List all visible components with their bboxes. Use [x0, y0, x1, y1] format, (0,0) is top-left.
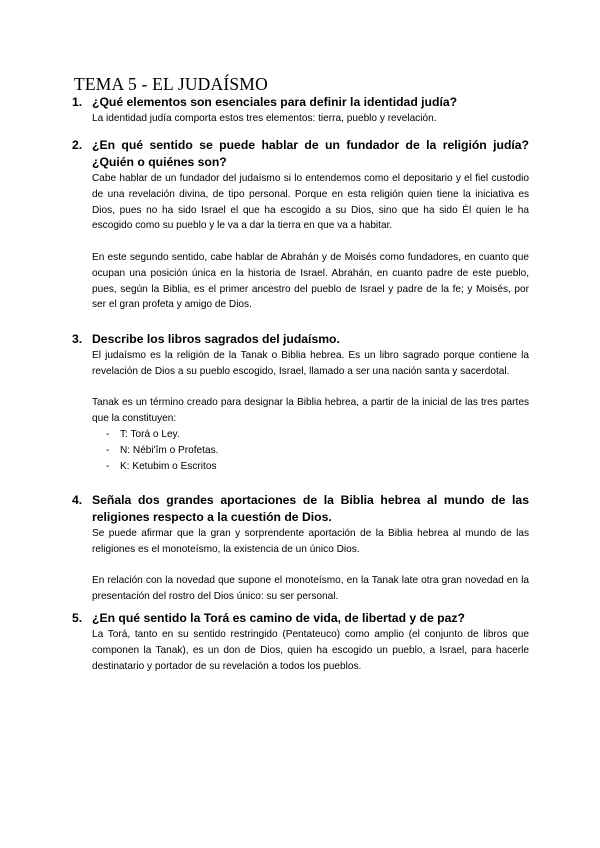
answer-paragraph: Cabe hablar de un fundador del judaísmo si lo entendemos como el depositario y el fiel custodio de una revelación divina, de tipo personal. Porque en esta religión quien tiene la iniciativa es Dios, pues no ha sido Israel el que ha escogido a su Dios, sino que ha sido Él quien le ha escogido como su pueblo y le va a dar la tierra en que va a habitar.	[92, 173, 529, 232]
answer-paragraph: En este segundo sentido, cabe hablar de Abrahán y de Moisés como fundadores, en cuanto que ocupan una posición única en la historia de Israel. Abrahán, en cuanto padre de este pueblo, pues, según la Biblia, es el primer ancestro del pueblo de Israel y padre de la fe; y Moisés, por ser el gran profeta y amigo de Dios.	[92, 251, 529, 311]
list-item: - K: Ketubim o Escritos	[106, 460, 217, 472]
question-3	[72, 331, 529, 474]
question-number: 5.	[72, 611, 83, 625]
answer-paragraph: La Torá, tanto en su sentido restringido (Pentateuco) como amplio (el conjunto de libros que componen la Tanak), es un don de Dios, quien ha escogido un pueblo, a Israel, para hacerle destinatario y portador de su revelación a todos los pueblos.	[92, 629, 529, 672]
question-number: 3.	[72, 332, 83, 346]
question-number: 2.	[72, 138, 83, 152]
question-heading: ¿En qué sentido la Torá es camino de vida, de libertad y de paz?	[92, 611, 465, 625]
question-heading: Señala dos grandes aportaciones de la Biblia hebrea al mundo de las religiones respecto a la cuestión de Dios.	[92, 493, 529, 524]
question-2	[72, 137, 529, 313]
page-title: TEMA 5 - EL JUDAÍSMO	[74, 74, 268, 94]
question-5	[72, 610, 529, 674]
answer-paragraph: El judaísmo es la religión de la Tanak o Biblia hebrea. Es un libro sagrado porque contiene la revelación de Dios a su pueblo escogido, Israel, llamado a ser una nación santa y sacerdotal.	[92, 350, 529, 377]
question-heading: ¿En qué sentido se puede hablar de un fundador de la religión judía? ¿Quién o quiénes son?	[92, 138, 529, 169]
list-item: - T: Torá o Ley.	[106, 428, 180, 440]
question-4	[72, 492, 529, 605]
list-item: - N: Nébi'îm o Profetas.	[106, 444, 219, 456]
answer-paragraph: Tanak es un término creado para designar la Biblia hebrea, a partir de la inicial de las tres partes que la constituyen:	[92, 397, 529, 425]
tanak-parts-list	[92, 427, 529, 474]
question-heading: ¿Qué elementos son esenciales para definir la identidad judía?	[92, 95, 458, 109]
question-heading: Describe los libros sagrados del judaísmo.	[92, 332, 340, 346]
answer-paragraph: Se puede afirmar que la gran y sorprendente aportación de la Biblia hebrea al mundo de las religiones es el monoteísmo, la existencia de un único Dios.	[92, 528, 529, 555]
answer-paragraph: La identidad judía comporta estos tres elementos: tierra, pueblo y revelación.	[92, 113, 437, 124]
question-number: 4.	[72, 493, 83, 507]
question-1	[72, 94, 529, 127]
answer-paragraph: En relación con la novedad que supone el monoteísmo, en la Tanak late otra gran novedad en la presentación del rostro del Dios único: su ser personal.	[92, 575, 529, 603]
question-number: 1.	[72, 95, 83, 109]
